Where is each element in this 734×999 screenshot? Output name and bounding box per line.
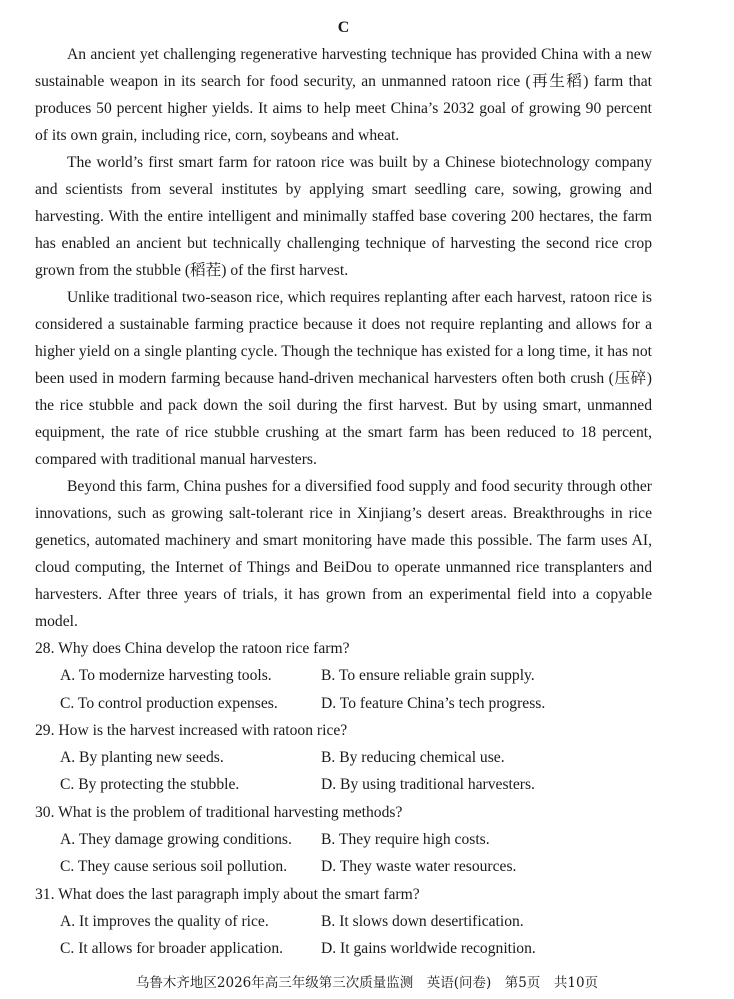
question-29 — [35, 717, 652, 799]
passage-paragraph-4: Beyond this farm, China pushes for a diversified food supply and food security through other innovations, such as growing salt-tolerant rice in Xinjiang’s desert areas. Breakthroughs in rice genetics, automated machinery and smart monitoring have made this possible. The farm uses AI, cloud computing, the Internet of Things and BeiDou to operate unmanned rice transplanters and harvesters. After three years of trials, it has grown from an experimental field into a copyable model. — [35, 478, 652, 630]
option-c: C. They cause serious soil pollution. — [60, 858, 288, 876]
section-label: C — [337, 19, 350, 36]
option-a: A. They damage growing conditions. — [60, 831, 292, 849]
page-footer: 乌鲁木齐地区2026年高三年级第三次质量监测 英语(问卷) 第5页 共10页 — [135, 975, 599, 991]
question-stem: 28. Why does China develop the ratoon rice farm? — [35, 640, 350, 657]
exam-page — [35, 14, 652, 963]
option-d: D. They waste water resources. — [321, 858, 517, 876]
option-c: C. It allows for broader application. — [60, 940, 284, 958]
question-28 — [35, 635, 652, 717]
option-c: C. To control production expenses. — [60, 694, 278, 712]
option-b: B. To ensure reliable grain supply. — [321, 667, 535, 685]
passage-paragraph-2: The world’s first smart farm for ratoon rice was built by a Chinese biotechnology company and scientists from several institutes by applying smart seedling care, sowing, growing and harvesting. With the entire intelligent and minimally staffed base covering 200 hectares, the farm has enabled an ancient but technically challenging technique of harvesting the second rice crop grown from the stubble (稻茬) of the first harvest. — [35, 154, 652, 279]
option-a: A. By planting new seeds. — [60, 749, 224, 767]
option-c: C. By protecting the stubble. — [60, 776, 240, 794]
option-a: A. To modernize harvesting tools. — [60, 667, 272, 685]
question-stem: 30. What is the problem of traditional harvesting methods? — [35, 803, 403, 821]
option-b: B. It slows down desertification. — [321, 912, 524, 930]
passage-paragraph-1: An ancient yet challenging regenerative harvesting technique has provided China with a new sustainable weapon in its search for food security, an unmanned ratoon rice (再生稻) farm that produces 50 percent higher yields. It aims to help meet China’s 2032 goal of growing 90 percent of its own grain, including rice, corn, soybeans and wheat. — [35, 46, 652, 144]
option-b: B. By reducing chemical use. — [321, 749, 505, 767]
question-30 — [35, 799, 652, 881]
option-b: B. They require high costs. — [321, 831, 490, 849]
passage-paragraph-3: Unlike traditional two-season rice, which requires replanting after each harvest, ratoon rice is considered a sustainable farming practice because it does not require replanting and allows for a higher yield on a single planting cycle. Though the technique has existed for a long time, it has not been used in modern farming because hand-driven mechanical harvesters often both crush (压碎) the rice stubble and pack down the soil during the first harvest. But by using smart, unmanned equipment, the rate of rice stubble crushing at the smart farm has been reduced to 18 percent, compared with traditional manual harvesters. — [35, 289, 652, 468]
question-stem: 29. How is the harvest increased with ratoon rice? — [35, 721, 348, 739]
option-d: D. By using traditional harvesters. — [321, 776, 535, 794]
option-d: D. To feature China’s tech progress. — [321, 694, 546, 712]
question-31 — [35, 881, 652, 963]
question-stem: 31. What does the last paragraph imply about the smart farm? — [35, 885, 420, 903]
option-a: A. It improves the quality of rice. — [60, 912, 269, 930]
option-d: D. It gains worldwide recognition. — [321, 940, 536, 958]
